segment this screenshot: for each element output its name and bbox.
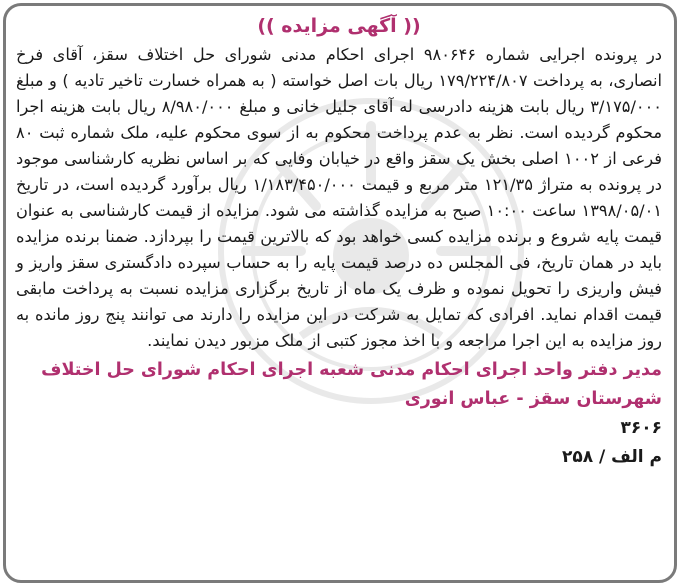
notice-frame	[3, 3, 677, 583]
signature-block	[16, 356, 662, 414]
notice-code-block	[16, 414, 662, 472]
notice-number: ۳۶۰۶	[620, 418, 662, 438]
notice-body: در پرونده اجرایی شماره ۹۸۰۶۴۶ اجرای احکام مدنی شورای حل اختلاف سقز، آقای فرخ انصاری، به پرداخت ۱۷۹/۲۲۴/۸۰۷ ریال بات اصل خواسته ( به همراه خسارت تاخیر تادیه ) و مبلغ ۳/۱۷۵/۰۰۰ ریال بابت هزینه دادرسی له آقای جلیل خانی و مبلغ ۸/۹۸۰/۰۰۰ ریال بابت هزینه اجرا محکوم گردیده است. نظر به عدم پرداخت محکوم به از سوی محکوم علیه، ملک شماره ثبت ۸۰ فرعی از ۱۰۰۲ اصلی بخش یک سقز واقع در خیابان وفایی که بر اساس نظریه کارشناسی موجود در پرونده به متراژ ۱۲۱/۳۵ متر مربع و قیمت ۱/۱۸۳/۴۵۰/۰۰۰ ریال برآورد گردیده است، در تاریخ ۱۳۹۸/۰۵/۰۱ ساعت ۱۰:۰۰ صبح به مزایده گذاشته می شود. مزایده از قیمت کارشناسی به عنوان قیمت پایه شروع و برنده مزایده کسی خواهد بود که بالاترین قیمت را بپردازد. ضمنا برنده مزایده باید در همان تاریخ، فی المجلس ده درصد قیمت پایه را به حساب سپرده دادگستری سقز واریز و فیش واریزی را تحویل نموده و ظرف یک ماه از تاریخ برگزاری مزایده نسبت به پرداخت مابقی قیمت اقدام نماید. افرادی که تمایل به شرکت در این مزایده را دارند می توانند پنج روز مانده به روز مزایده به این اجرا مراجعه و با اخذ مجوز کتبی از ملک مزبور دیدن نمایند.	[16, 45, 663, 350]
notice-title: (( آگهی مزایده ))	[257, 15, 421, 37]
signature-line-2: شهرستان سقز - عباس انوری	[404, 389, 662, 409]
notice-content	[16, 12, 662, 472]
notice-reference: م الف / ۲۵۸	[561, 447, 662, 467]
signature-line-1: مدیر دفتر واحد اجرای احکام مدنی شعبه اجرای احکام شورای حل اختلاف	[41, 360, 662, 380]
